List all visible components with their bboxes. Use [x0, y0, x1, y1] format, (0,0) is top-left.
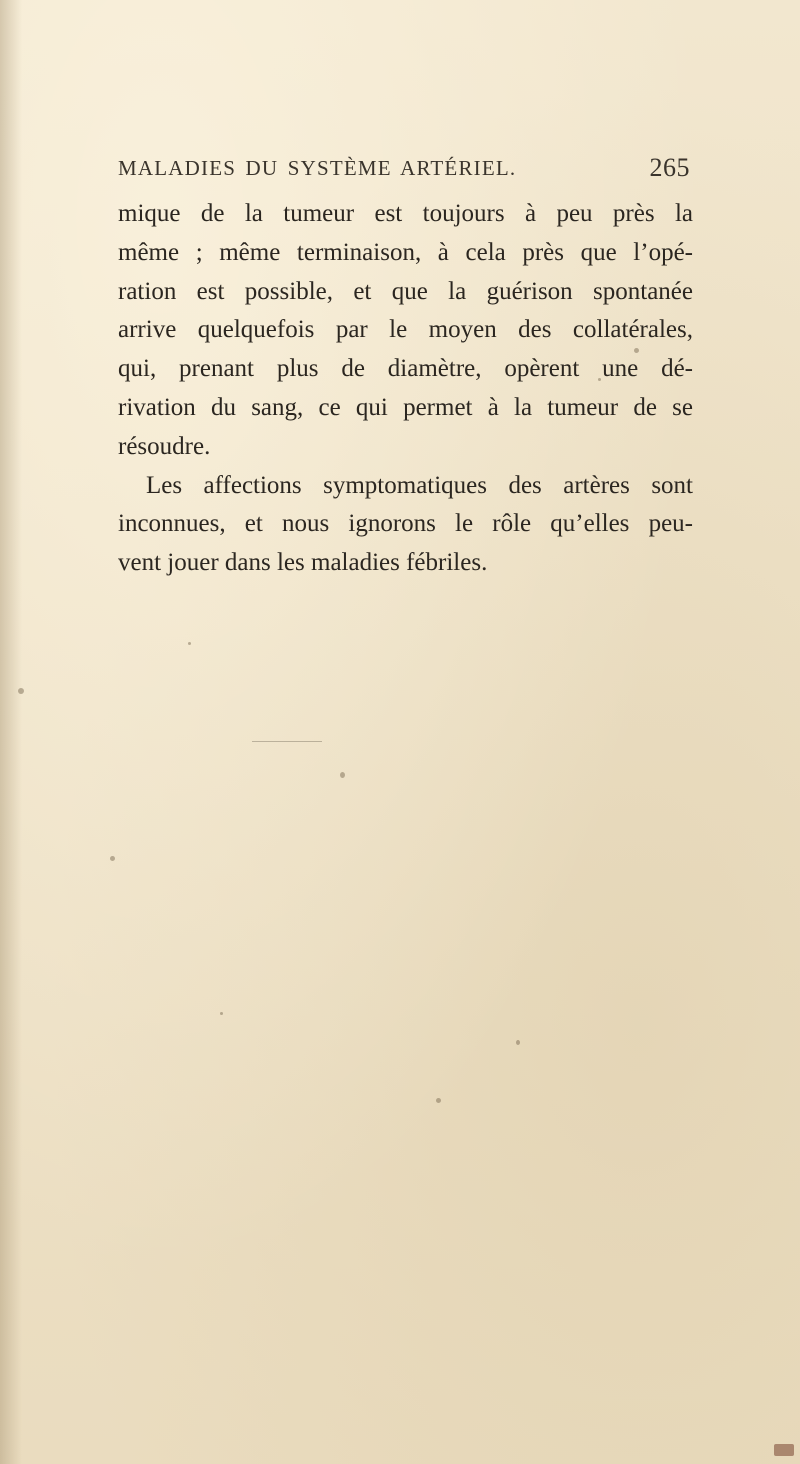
corner-stain	[774, 1444, 794, 1456]
running-head	[118, 153, 690, 190]
text-line: arrive quelquefois par le moyen des collatérales,	[118, 316, 693, 344]
paper-speck	[18, 688, 24, 694]
text-line: inconnues, et nous ignorons le rôle qu’elles peu-	[118, 510, 693, 538]
text-line: Les affections symptomatiques des artères sont	[146, 471, 693, 499]
text-line: même ; même terminaison, à cela près que l’opé-	[118, 238, 693, 266]
text-line: mique de la tumeur est toujours à peu près la	[118, 200, 693, 227]
paper-speck	[340, 772, 345, 778]
paper-speck	[220, 1012, 223, 1015]
page-number: 265	[649, 153, 690, 182]
faint-rule	[252, 741, 322, 742]
paper-speck	[110, 856, 115, 861]
text-line: rivation du sang, ce qui permet à la tumeur de se	[118, 393, 693, 421]
text-line: ration est possible, et que la guérison spontanée	[118, 277, 693, 305]
paper-speck	[598, 378, 601, 381]
text-line: résoudre.	[118, 432, 211, 460]
page-edge-shadow	[0, 0, 22, 1464]
paper-speck	[188, 642, 191, 645]
running-title: MALADIES DU SYSTÈME ARTÉRIEL.	[118, 156, 517, 180]
body-text	[118, 195, 693, 583]
paper-speck	[516, 1040, 520, 1045]
paper-speck	[634, 348, 639, 353]
text-line: qui, prenant plus de diamètre, opèrent une dé-	[118, 355, 693, 383]
text-line: vent jouer dans les maladies fébriles.	[118, 549, 488, 577]
paper-speck	[436, 1098, 441, 1103]
